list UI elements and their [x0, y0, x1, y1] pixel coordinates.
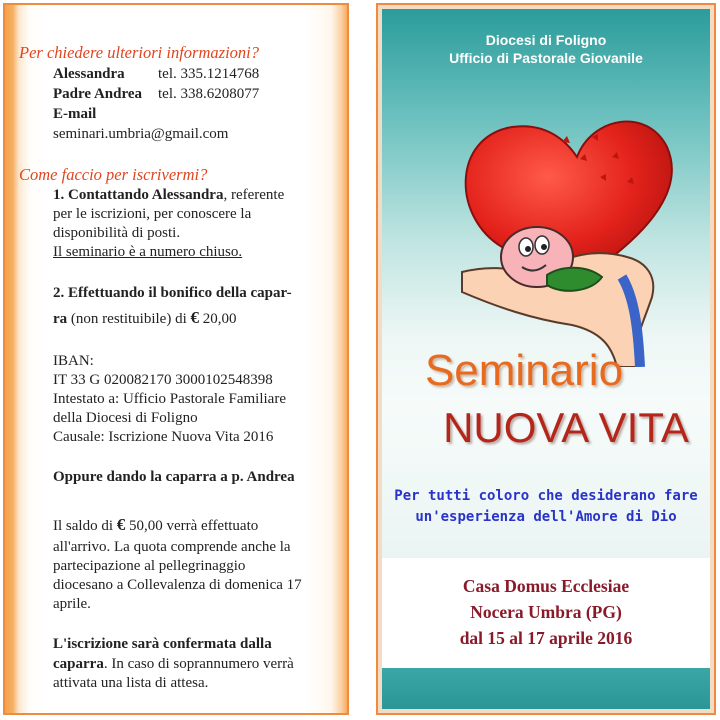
step2-title-end: ra [53, 311, 68, 327]
title-nuova-vita: NUOVA VITA [443, 404, 689, 451]
signup-heading: Come faccio per iscrivermi? [19, 165, 208, 184]
cover-bottom-band [382, 668, 710, 709]
info-panel [3, 3, 349, 715]
balance-line3: partecipazione al pellegrinaggio [53, 558, 246, 574]
step1-line3: disponibilità di posti. [53, 225, 181, 241]
balance-line4: diocesano a Collevalenza di domenica 17 [53, 577, 302, 593]
info-heading: Per chiedere ulteriori informazioni? [19, 43, 259, 62]
holder-line1: Intestato a: Ufficio Pastorale Familiare [53, 391, 286, 407]
deposit-amount: 20,00 [198, 311, 237, 327]
confirm-text: . In caso di soprannumero verrà [103, 656, 294, 672]
balance-line1 [53, 515, 258, 536]
tagline-line1: Per tutti coloro che desiderano fare [394, 488, 698, 504]
contact-name: Padre Andrea [53, 86, 143, 102]
iban-value: IT 33 G 020082170 3000102548398 [53, 372, 273, 388]
step1-text: , referente [223, 187, 285, 203]
cover-top [382, 9, 710, 558]
contact-phone: tel. 335.1214768 [158, 66, 260, 82]
euro-symbol: € [190, 308, 199, 327]
contact-name: Alessandra [53, 66, 125, 82]
step2-title: 2. Effettuando il bonifico della capar- [53, 285, 292, 301]
confirm-line2 [53, 655, 294, 674]
event-dates: dal 15 al 17 aprile 2016 [459, 628, 633, 648]
step2-text: (non restituibile) di [67, 311, 191, 327]
iban-label: IBAN: [53, 353, 94, 369]
cover-panel [376, 3, 716, 715]
email-label: E-mail [53, 106, 97, 122]
euro-symbol: € [116, 515, 126, 534]
office-name: Ufficio di Pastorale Giovanile [449, 50, 643, 66]
email-address[interactable]: seminari.umbria@gmail.com [53, 126, 229, 142]
step1-title: 1. Contattando Alessandra [53, 187, 224, 203]
balance-text: Il saldo di [53, 518, 117, 534]
holder-line2: della Diocesi di Foligno [53, 410, 198, 426]
contact-row-andrea [53, 85, 259, 104]
heart-illustration [442, 97, 692, 367]
confirm-line1: L'iscrizione sarà confermata dalla [53, 636, 272, 652]
balance-line2: all'arrivo. La quota comprende anche la [53, 539, 291, 555]
causale: Causale: Iscrizione Nuova Vita 2016 [53, 429, 274, 445]
step1-line2: per le iscrizioni, per conoscere la [53, 206, 252, 222]
alt-payment: Oppure dando la caparra a p. Andrea [53, 469, 295, 485]
venue-town: Nocera Umbra (PG) [470, 602, 622, 622]
title-seminario: Seminario [424, 346, 624, 395]
diocese-name: Diocesi di Foligno [485, 32, 607, 48]
venue-box [382, 558, 710, 668]
confirm-bold: caparra [53, 656, 104, 672]
venue-name: Casa Domus Ecclesiae [462, 576, 630, 596]
contact-row-alessandra [53, 65, 259, 84]
balance-line5: aprile. [53, 596, 91, 612]
step1-note: Il seminario è a numero chiuso. [53, 244, 243, 260]
contact-phone: tel. 338.6208077 [158, 86, 260, 102]
confirm-line3: attivata una lista di attesa. [53, 675, 209, 691]
step2-line2 [53, 308, 236, 329]
balance-amount: 50,00 verrà effettuato [125, 518, 259, 534]
tagline-line2: un'esperienza dell'Amore di Dio [415, 509, 677, 525]
step1-line1 [53, 186, 284, 205]
